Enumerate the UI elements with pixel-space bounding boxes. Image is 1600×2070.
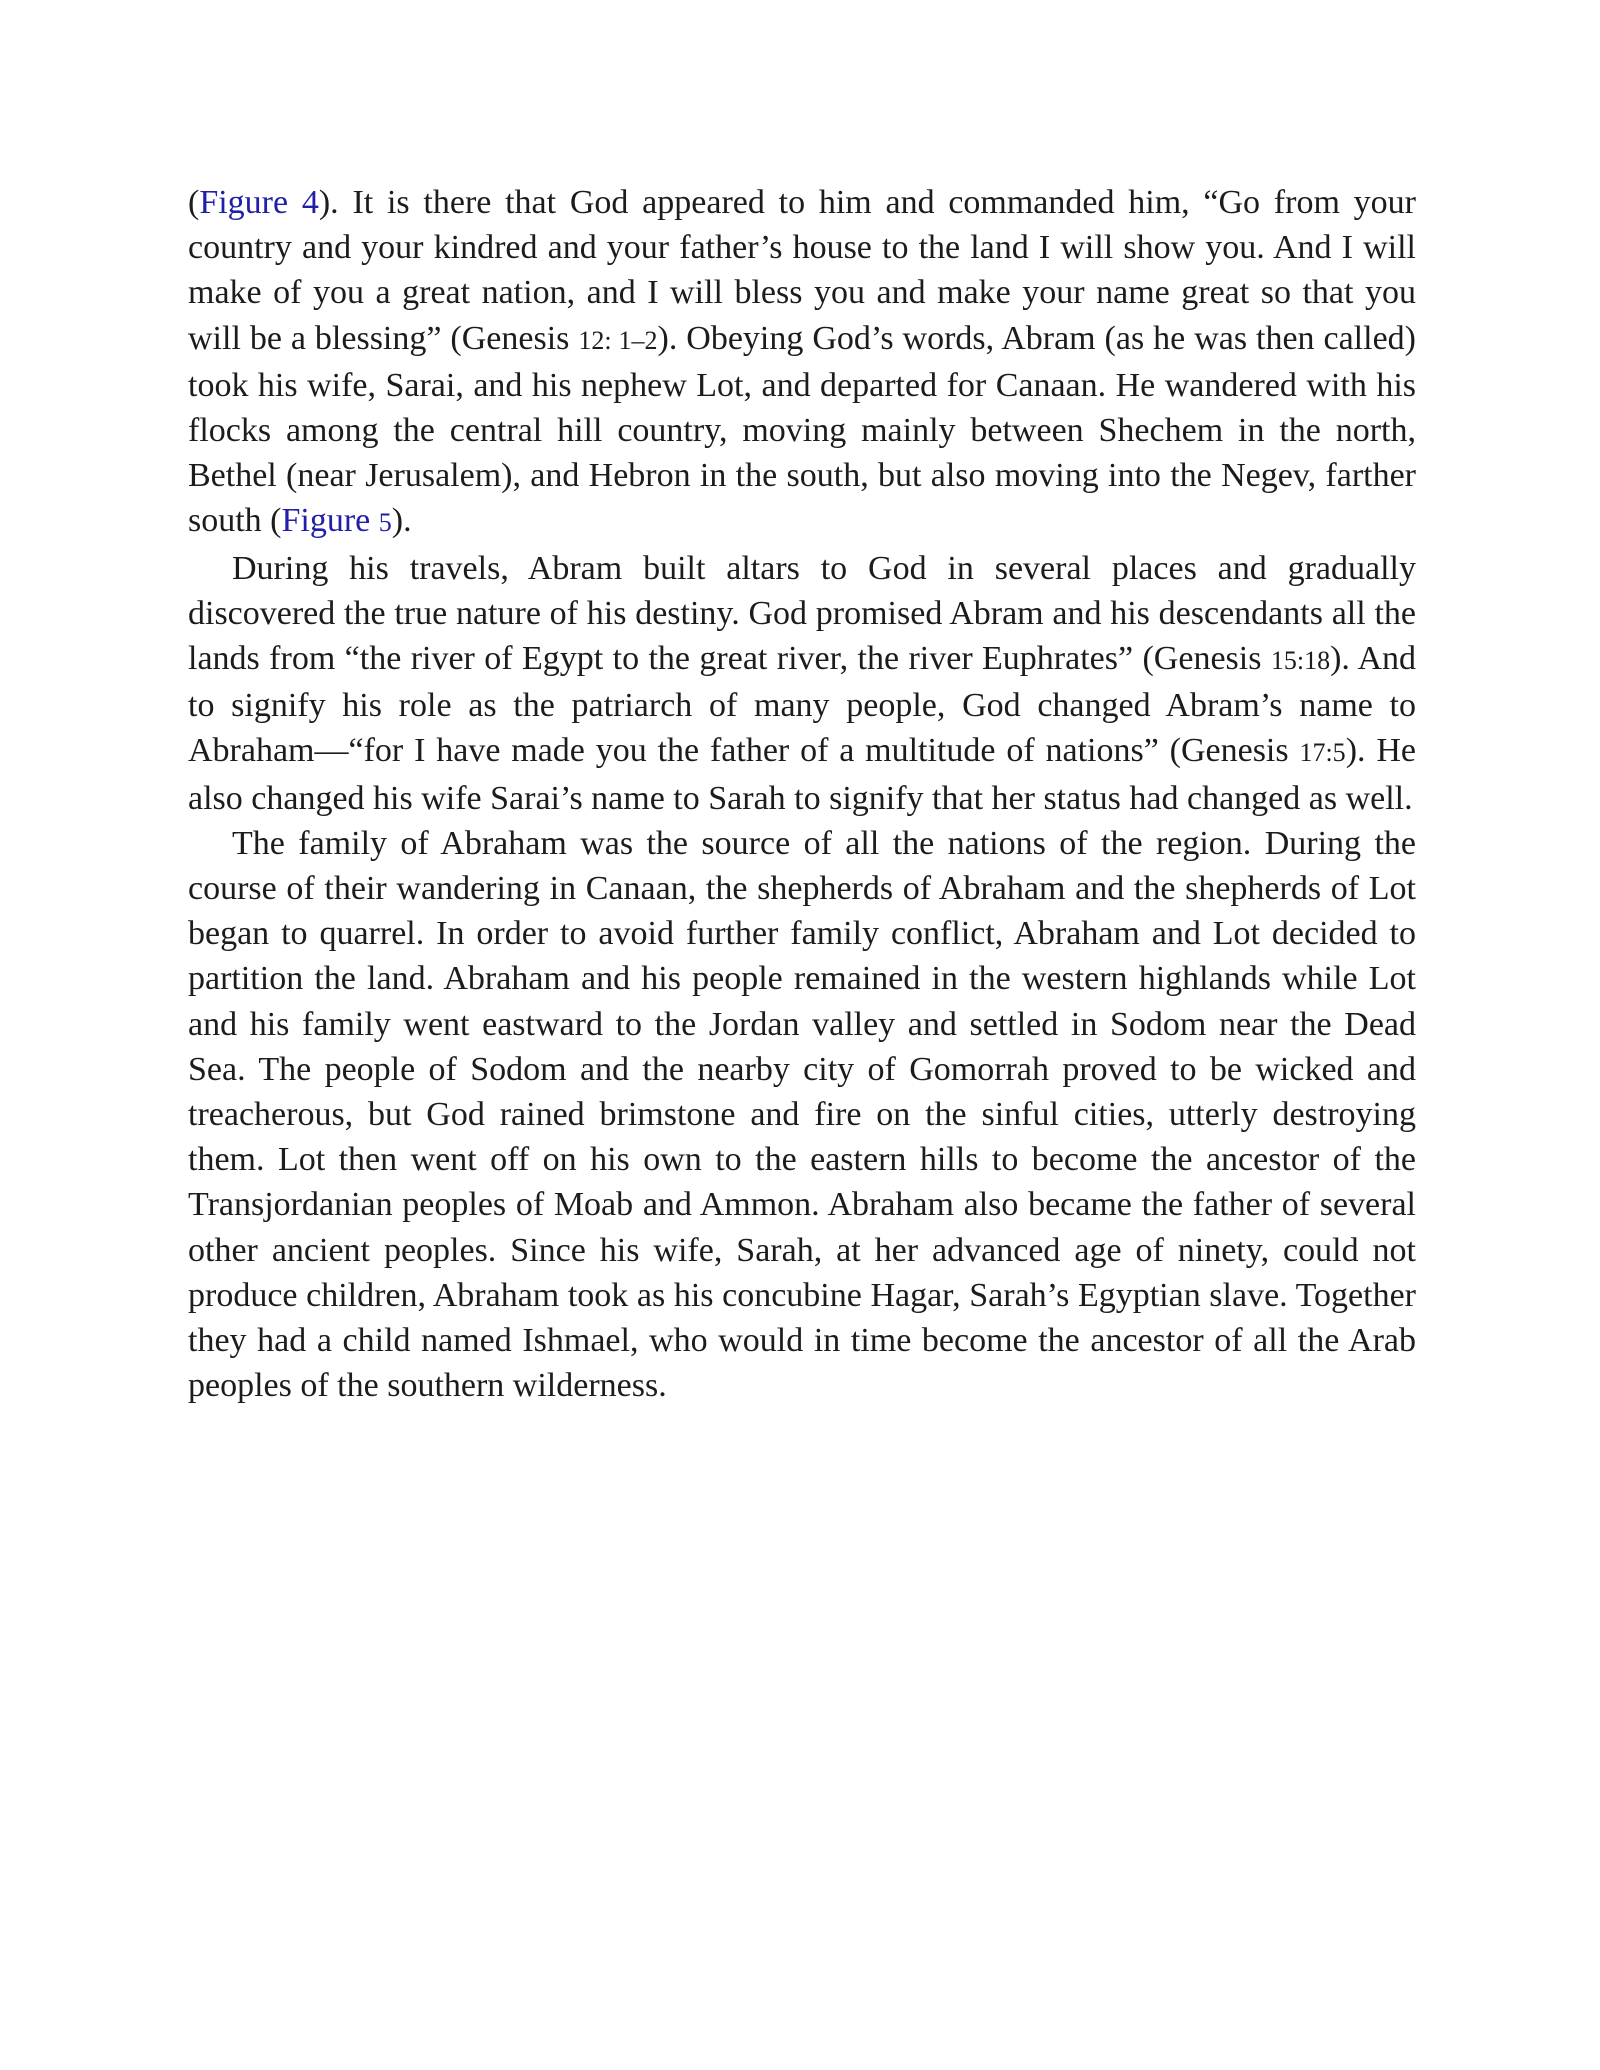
paragraph-2 (188, 546, 1416, 821)
paragraph-1 (188, 180, 1416, 546)
verse-reference: 17:5 (1299, 738, 1346, 768)
page-body (188, 180, 1416, 1408)
paragraph-text: ). It is there that God appeared to him and commanded him, “Go from your country and your kindred and your father’s house to the land I will show you. And I will make of you a great nation, and I will bless you and make your name great so that you will be a blessing” (Genesis (188, 184, 1416, 357)
figure-5-link[interactable] (282, 502, 392, 539)
verse-reference: 12: 1–2 (578, 325, 658, 355)
figure-5-link-word: Figure (281, 502, 379, 540)
paragraph-text: ). Obeying God’s words, Abram (as he was then called) took his wife, Sarai, and his nephew Lot, and departed for Canaan. He wandered with his flocks among the central hill country, moving mainly between Shechem in the north, Bethel (near Jerusalem), and Hebron in the south, but also moving into the Negev, farther south ( (188, 319, 1416, 540)
paragraph-text: During his travels, Abram built altars to God in several places and gradually discovered the true nature of his destiny. God promised Abram and his descendants all the lands from “the river of Egypt to the great river, the river Euphrates” (Genesis (188, 549, 1416, 678)
paragraph-text: ). (391, 502, 412, 540)
paragraph-text: ( (188, 184, 200, 221)
figure-5-link-number: 5 (378, 508, 392, 538)
paragraph-text: ). And to signify his role as the patriarch of many people, God changed Abram’s name to Abraham—“for I have made you the father of a multitude of nations” (Genesis (188, 640, 1416, 770)
figure-4-link[interactable]: Figure 4 (199, 184, 319, 221)
paragraph-text: The family of Abraham was the source of all the nations of the region. During the course of their wandering in Canaan, the shepherds of Abraham and the shepherds of Lot began to quarrel. In order to avoid further family conflict, Abraham and Lot decided to partition the land. Abraham and his people remained in the western highlands while Lot and his family went eastward to the Jordan valley and settled in Sodom near the Dead Sea. The people of Sodom and the nearby city of Gomorrah proved to be wicked and treacherous, but God rained brimstone and fire on the sinful cities, utterly destroying them. Lot then went off on his own to the eastern hills to become the ancestor of the Transjordanian peoples of Moab and Ammon. Abraham also became the father of several other ancient peoples. Since his wife, Sarah, at her advanced age of ninety, could not produce children, Abraham took as his concubine Hagar, Sarah’s Egyptian slave. Together they had a child named Ishmael, who would in time become the ancestor of all the Arab peoples of the southern wilderness. (188, 824, 1416, 1405)
paragraph-3 (188, 821, 1416, 1409)
verse-reference: 15:18 (1270, 646, 1331, 676)
paragraph-text: ). He also changed his wife Sarai’s name to Sarah to signify that her status had changed as well. (188, 732, 1416, 817)
